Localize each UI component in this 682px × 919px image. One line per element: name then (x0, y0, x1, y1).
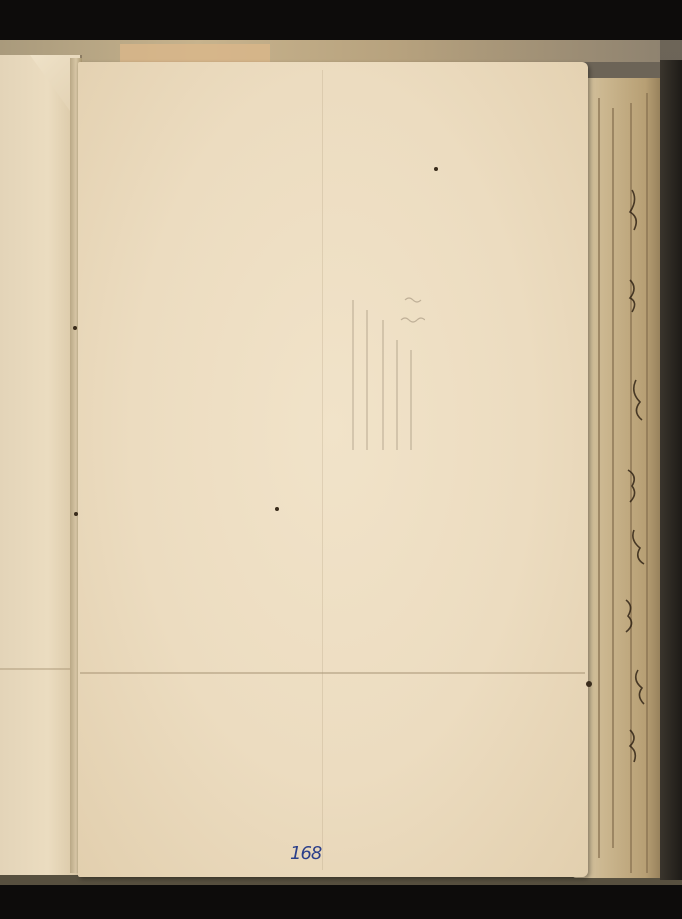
ink-spot (586, 681, 592, 687)
paper-tab (120, 44, 270, 62)
page-fold-crease (80, 672, 585, 674)
ink-spot (73, 326, 77, 330)
left-page-fold-crease (0, 668, 78, 670)
scan-edge (660, 60, 682, 880)
binding-top-strip (0, 40, 660, 62)
leaf-edge (598, 98, 600, 858)
right-page (78, 62, 588, 877)
bleed-through-writing (345, 280, 425, 470)
ink-spot (74, 512, 78, 516)
folio-number: 168 (290, 843, 322, 864)
ink-spot (434, 167, 438, 171)
edge-handwriting-traces (612, 170, 664, 810)
page-vertical-crease (322, 70, 323, 870)
ink-spot (275, 507, 279, 511)
